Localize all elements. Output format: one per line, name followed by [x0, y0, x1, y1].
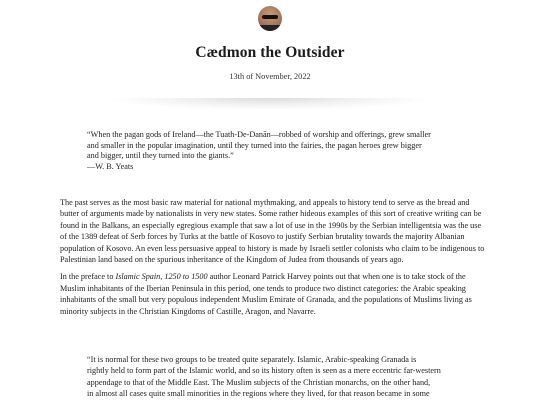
epigraph-attribution: —W. B. Yeats [87, 161, 134, 171]
post-date: 13th of November, 2022 [229, 72, 311, 81]
site-title[interactable]: Cædmon the Outsider [195, 44, 345, 61]
body-paragraph: The past serves as the most basic raw material for national mythmaking, and appeals to history tend to serve as the bread and butter of arguments made by nationalists in very new states. Some rather hideous examples of this sort of creative writing can be found in the Balkans, an especially egregious example that saw a lot of use in the 1990s by the Serbian intelligentsia was the use of the 1389 defeat of Serb forces by Turks at the battle of Kosovo to justify Serbian brutality towards the majority Albanian population of Kosovo. An even less persuasive appeal to history is made by Israeli settler colonists who claim to be indigenous to Palestinian land based on the spurious inheritance of the Kingdom of Judea from thousands of years ago. [60, 198, 485, 265]
paragraph-text: author Leonard Patrick Harvey points out that when one is to take stock of the Muslim inhabitants of the Iberian Peninsula in this period, one tends to produce two distinct categories: the Arabic speaking inhabitants of the small but very populous independent Muslim Emirate of Granada, and the populations of Muslims living as minority subjects in the Christian Kingdoms of Castille, Aragon, and Navarre. [60, 272, 472, 316]
epigraph-line: and bigger, until they turned into the giants.” [87, 151, 234, 161]
paragraph-text: In the preface to [60, 272, 116, 282]
blockquote-line: appendage to that of the Middle East. The Muslim subjects of the Christian monarchs, on the other hand, [87, 377, 431, 387]
sunglasses-icon [262, 15, 278, 19]
epigraph-line: “When the pagan gods of Ireland—the Tuath-De-Danān—robbed of worship and offerings, grew smaller [87, 130, 431, 139]
epigraph-line: and smaller in the popular imagination, until they turned into the fairies, the pagan heroes grew bigger [87, 140, 422, 150]
post-body [60, 197, 485, 323]
avatar-shirt [258, 25, 282, 31]
blockquote-line: “It is normal for these two groups to be treated quite separately. Islamic, Arabic-speaking Granada is [87, 355, 417, 364]
book-title: Islamic Spain, 1250 to 1500 [115, 272, 208, 282]
author-avatar[interactable] [258, 6, 282, 31]
blockquote [87, 354, 482, 400]
epigraph [87, 130, 482, 172]
blockquote-line: rightly held to form part of the Islamic world, and so its history often is seen as a mere eccentric far-western [87, 366, 441, 376]
header-divider [110, 98, 430, 110]
body-paragraph [60, 271, 485, 317]
blockquote-line: in almost all cases quite small minorities in the regions where they lived, for that reason became in some [87, 389, 430, 399]
